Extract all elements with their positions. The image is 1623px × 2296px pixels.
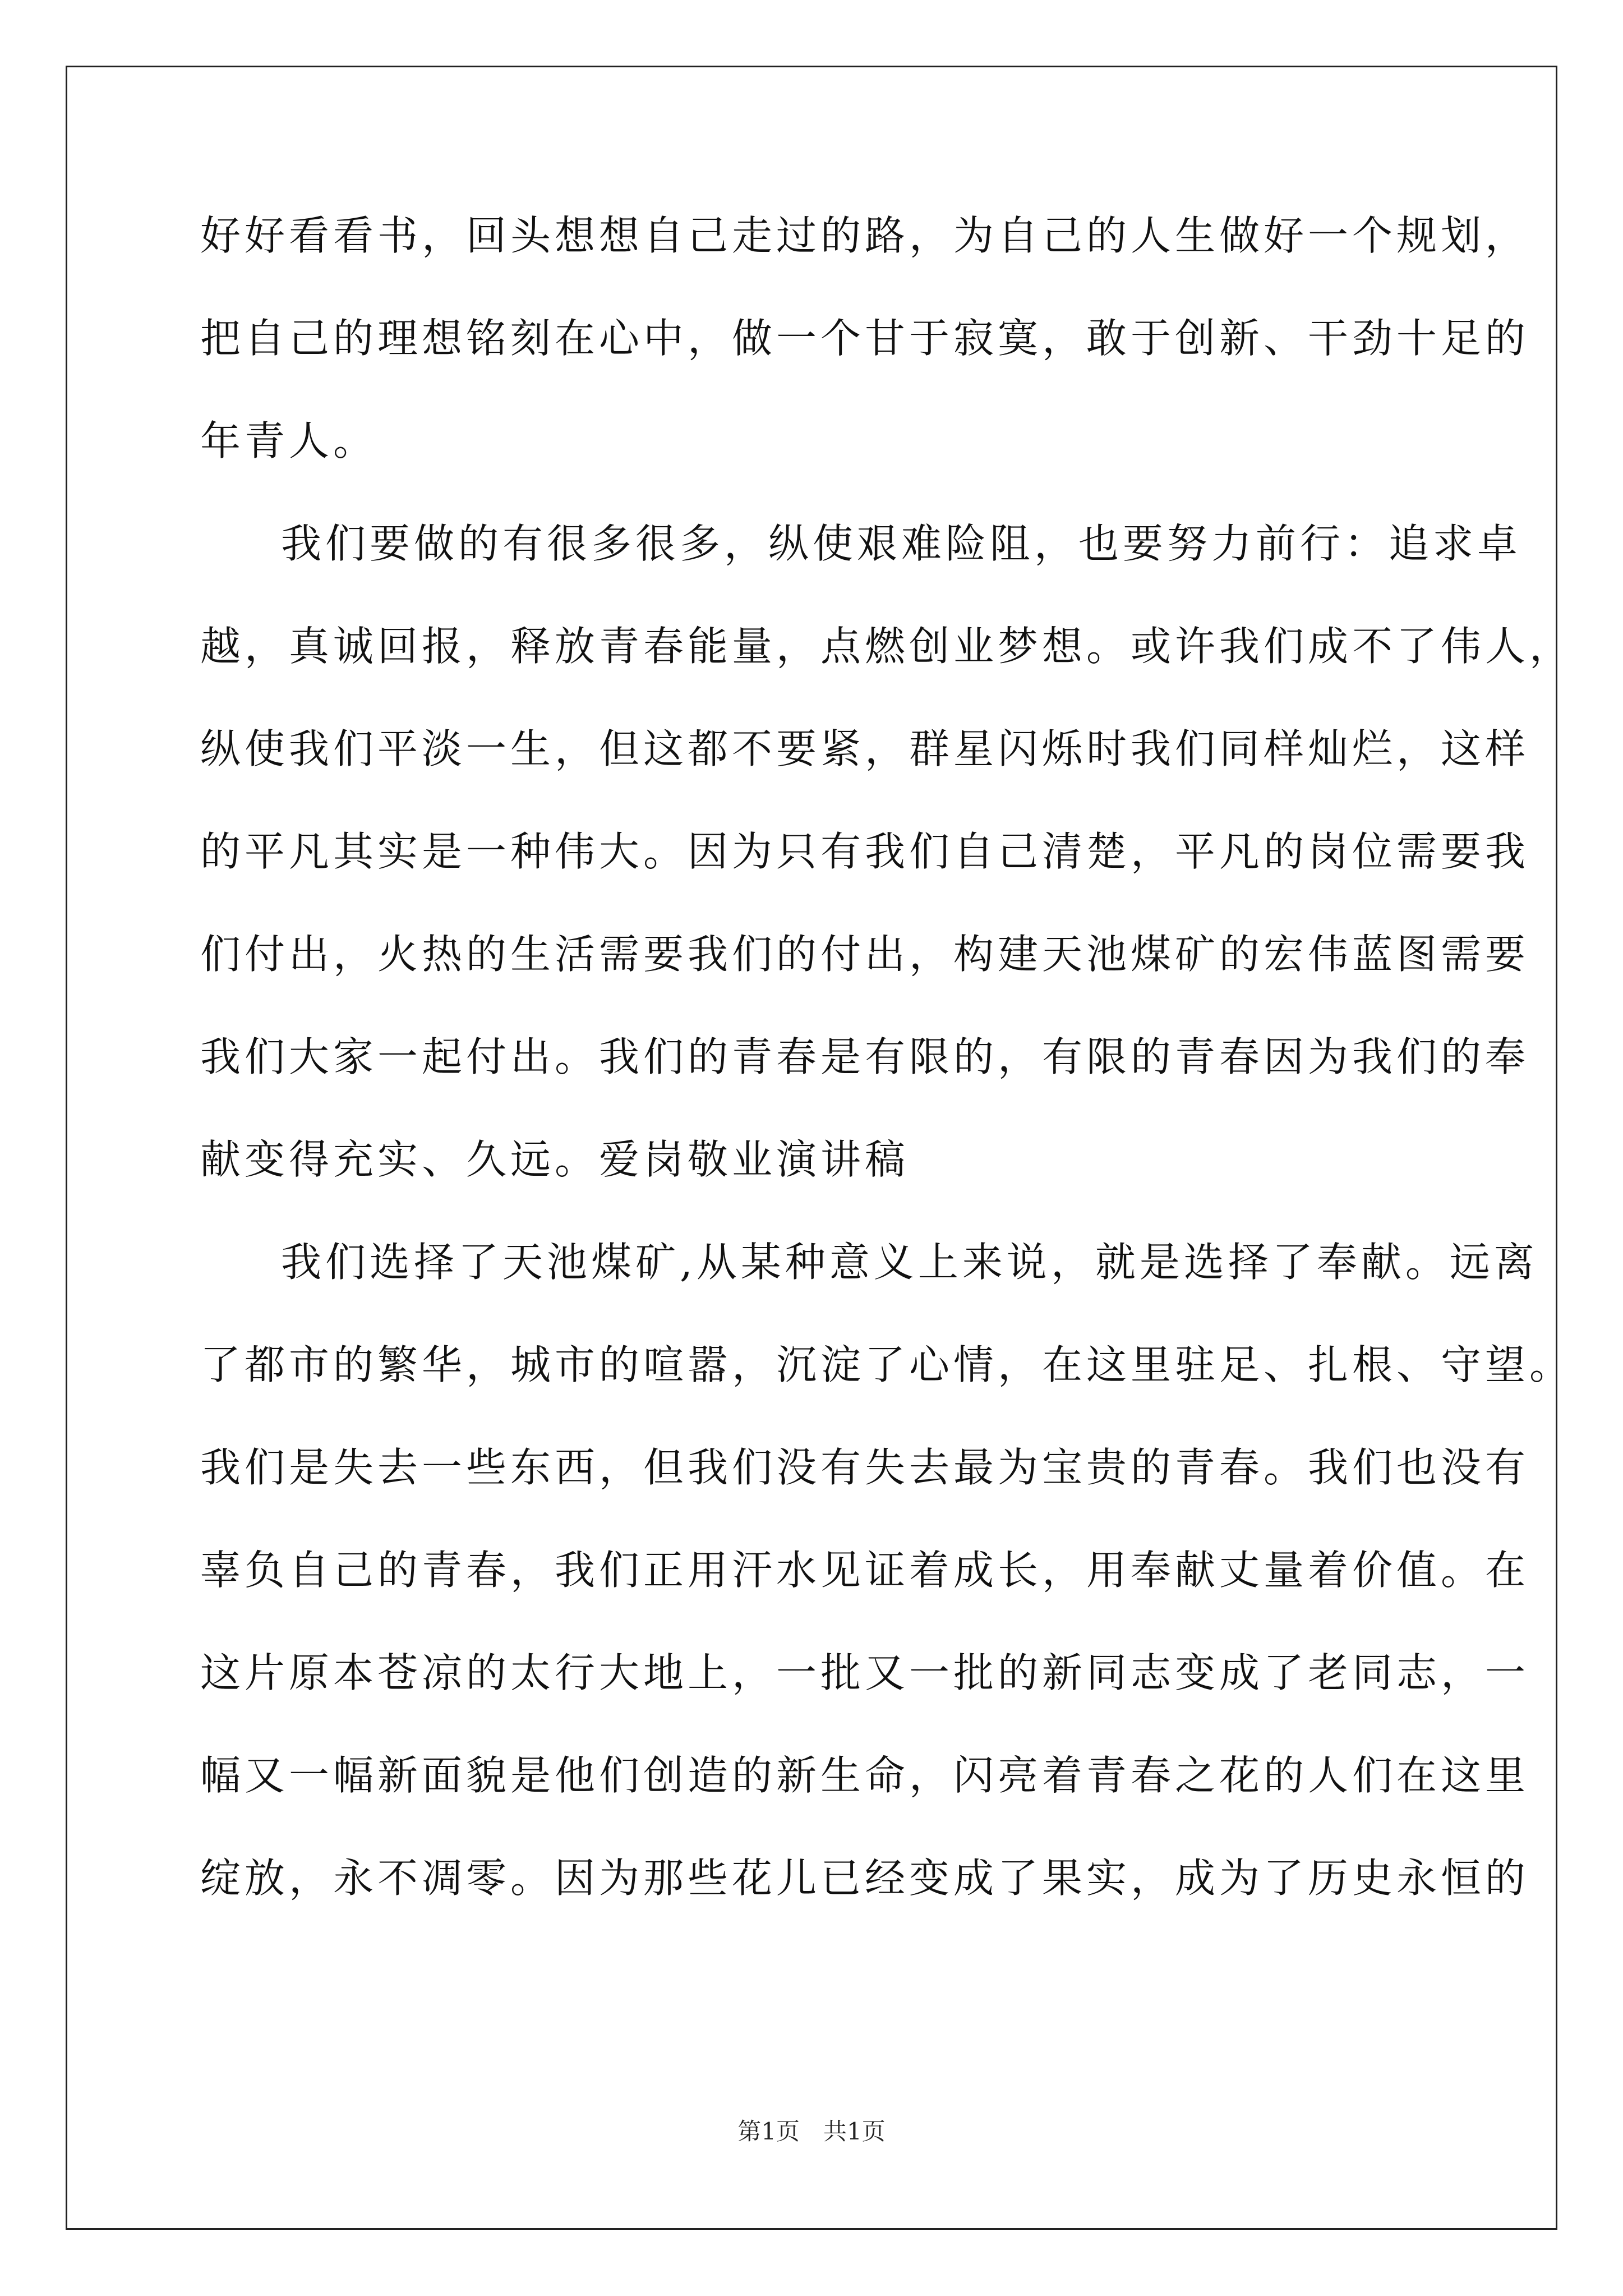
text-line: 好好看看书，回头想想自己走过的路，为自己的人生做好一个规划，	[200, 212, 1530, 259]
paragraph-first-line: 我们要做的有很多很多，纵使艰难险阻，也要努力前行：追求卓	[281, 520, 1522, 567]
text-line: 幅又一幅新面貌是他们创造的新生命，闪亮着青春之花的人们在这里	[200, 1752, 1530, 1799]
text-line: 献变得充实、久远。爱岗敬业演讲稿	[200, 1136, 910, 1183]
text-line: 纵使我们平淡一生，但这都不要紧，群星闪烁时我们同样灿烂，这样	[200, 725, 1530, 772]
text-line: 们付出，火热的生活需要我们的付出，构建天池煤矿的宏伟蓝图需要	[200, 931, 1530, 978]
text-line: 辜负自己的青春，我们正用汗水见证着成长，用奉献丈量着价值。在	[200, 1547, 1530, 1594]
text-line: 绽放，永不凋零。因为那些花儿已经变成了果实，成为了历史永恒的	[200, 1855, 1530, 1902]
text-line: 的平凡其实是一种伟大。因为只有我们自己清楚，平凡的岗位需要我	[200, 828, 1530, 875]
text-line: 把自己的理想铭刻在心中，做一个甘于寂寞，敢于创新、干劲十足的	[200, 315, 1530, 362]
text-line: 年青人。	[200, 417, 378, 464]
page-number-footer: 第1页 共1页	[737, 2118, 886, 2145]
text-line: 越，真诚回报，释放青春能量，点燃创业梦想。或许我们成不了伟人，	[200, 623, 1574, 670]
text-line: 这片原本苍凉的太行大地上，一批又一批的新同志变成了老同志，一	[200, 1649, 1530, 1696]
paragraph-first-line: 我们选择了天池煤矿,从某种意义上来说，就是选择了奉献。远离	[281, 1239, 1538, 1286]
text-line: 了都市的繁华，城市的喧嚣，沉淀了心情，在这里驻足、扎根、守望。	[200, 1341, 1574, 1388]
text-line: 我们是失去一些东西，但我们没有失去最为宝贵的青春。我们也没有	[200, 1444, 1530, 1491]
text-line: 我们大家一起付出。我们的青春是有限的，有限的青春因为我们的奉	[200, 1033, 1530, 1080]
